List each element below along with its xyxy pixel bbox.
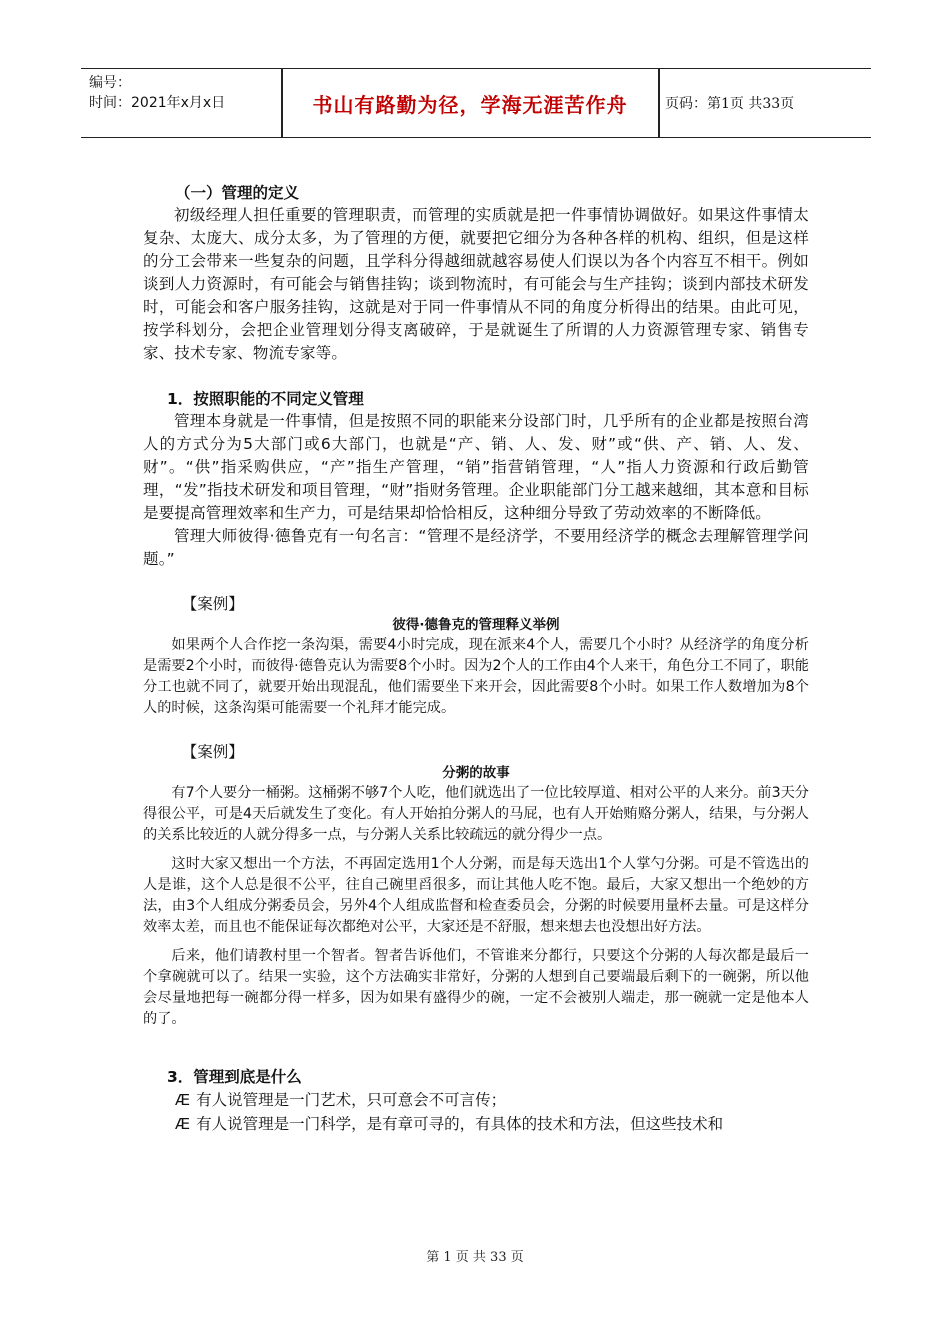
header-motto: 书山有路勤为径，学海无涯苦作舟: [312, 92, 628, 117]
case-title: 分粥的故事: [442, 765, 510, 781]
header-divider: [658, 69, 660, 137]
intro-paragraph: 初级经理人担任重要的管理职责，而管理的实质就是把一件事情协调做好。如果这件事情太复杂、太庞大、成分太多，为了管理的方便，就要把它细分为各种各样的机构、组织，但是这样的分工会带来一些复杂的问题，且学科分得越细就越容易使人们误以为各个内容互不相干。例如谈到人力资源时，有可能会与销售挂钩；谈到物流时，有可能会与生产挂钩；谈到内部技术研发时，可能会和客户服务挂钩，这就是对于同一件事情从不同的角度分析得出的结果。由此可见，按学科划分，会把企业管理划分得支离破碎，于是就诞生了所谓的人力资源管理专家、销售专家、技术专家、物流专家等。: [143, 206, 809, 362]
case-title: 彼得·德鲁克的管理释义举例: [392, 617, 560, 633]
section-title: （一）管理的定义: [175, 184, 300, 202]
page-footer: 第 1 页 共 33 页: [426, 1250, 524, 1265]
header-meta: [89, 73, 225, 113]
case-label: 【案例】: [181, 595, 244, 613]
page-header: [81, 68, 871, 138]
subsection-title: 3．管理到底是什么: [167, 1068, 302, 1086]
document-date: 时间：2021年x月x日: [89, 95, 226, 111]
document-body: [143, 182, 809, 1136]
subsection-title: 1．按照职能的不同定义管理: [167, 390, 364, 408]
paragraph: 管理大师彼得·德鲁克有一句名言：“管理不是经济学，不要用经济学的概念去理解管理学问题。”: [143, 527, 809, 568]
case-paragraph: 有7个人要分一桶粥。这桶粥不够7个人吃，他们就选出了一位比较厚道、相对公平的人来分。前3天分得很公平，可是4天后就发生了变化。有人开始拍分粥人的马屁，也有人开始贿赂分粥人，结果，与分粥人的关系比较近的人就分得多一点，与分粥人关系比较疏远的就分得少一点。: [143, 785, 809, 843]
case-paragraph: 后来，他们请教村里一个智者。智者告诉他们，不管谁来分都行，只要这个分粥的人每次都是最后一个拿碗就可以了。结果一实验，这个方法确实非常好，分粥的人想到自己要端最后剩下的一碗粥，所以他会尽量地把每一碗都分得一样多，因为如果有盛得少的碗，一定不会被别人端走，那一碗就一定是他本人的了。: [143, 948, 809, 1027]
bullet-icon: Æ: [175, 1115, 191, 1133]
case-paragraph: 这时大家又想出一个方法，不再固定选用1个人分粥，而是每天选出1个人掌勺分粥。可是不管选出的人是谁，这个人总是很不公平，往自己碗里舀很多，而让其他人吃不饱。最后，大家又想出一个绝妙的方法，由3个人组成分粥委员会，另外4个人组成监督和检查委员会，分粥的时候要用量杯去量。可是这样分效率太差，而且也不能保证每次都绝对公平，大家还是不舒服，想来想去也没想出好方法。: [143, 856, 809, 935]
paragraph: 管理本身就是一件事情，但是按照不同的职能来分设部门时，几乎所有的企业都是按照台湾人的方式分为5大部门或6大部门，也就是“产、销、人、发、财”或“供、产、销、人、发、财”。“供”指采购供应，“产”指生产管理，“销”指营销管理，“人”指人力资源和行政后勤管理，“发”指技术研发和项目管理，“财”指财务管理。企业职能部门分工越来越细，其本意和目标是要提高管理效率和生产力，可是结果却恰恰相反，这种细分导致了劳动效率的不断降低。: [143, 412, 809, 522]
bullet-item: Æ 有人说管理是一门科学，是有章可寻的，有具体的技术和方法，但这些技术和: [175, 1115, 724, 1133]
bullet-icon: Æ: [175, 1091, 191, 1109]
bullet-item: Æ 有人说管理是一门艺术，只可意会不可言传；: [175, 1091, 507, 1109]
document-number-label: 编号：: [89, 75, 131, 91]
case-label: 【案例】: [181, 743, 244, 761]
case-paragraph: 如果两个人合作挖一条沟渠，需要4小时完成，现在派来4个人，需要几个小时？从经济学的角度分析是需要2个小时，而彼得·德鲁克认为需要8个小时。因为2个人的工作由4个人来干，角色分工不同了，职能分工也就不同了，就要开始出现混乱，他们需要坐下来开会，因此需要8个小时。如果工作人数增加为8个人的时候，这条沟渠可能需要一个礼拜才能完成。: [143, 637, 809, 716]
header-page-info: 页码：第1页 共33页: [665, 96, 795, 112]
